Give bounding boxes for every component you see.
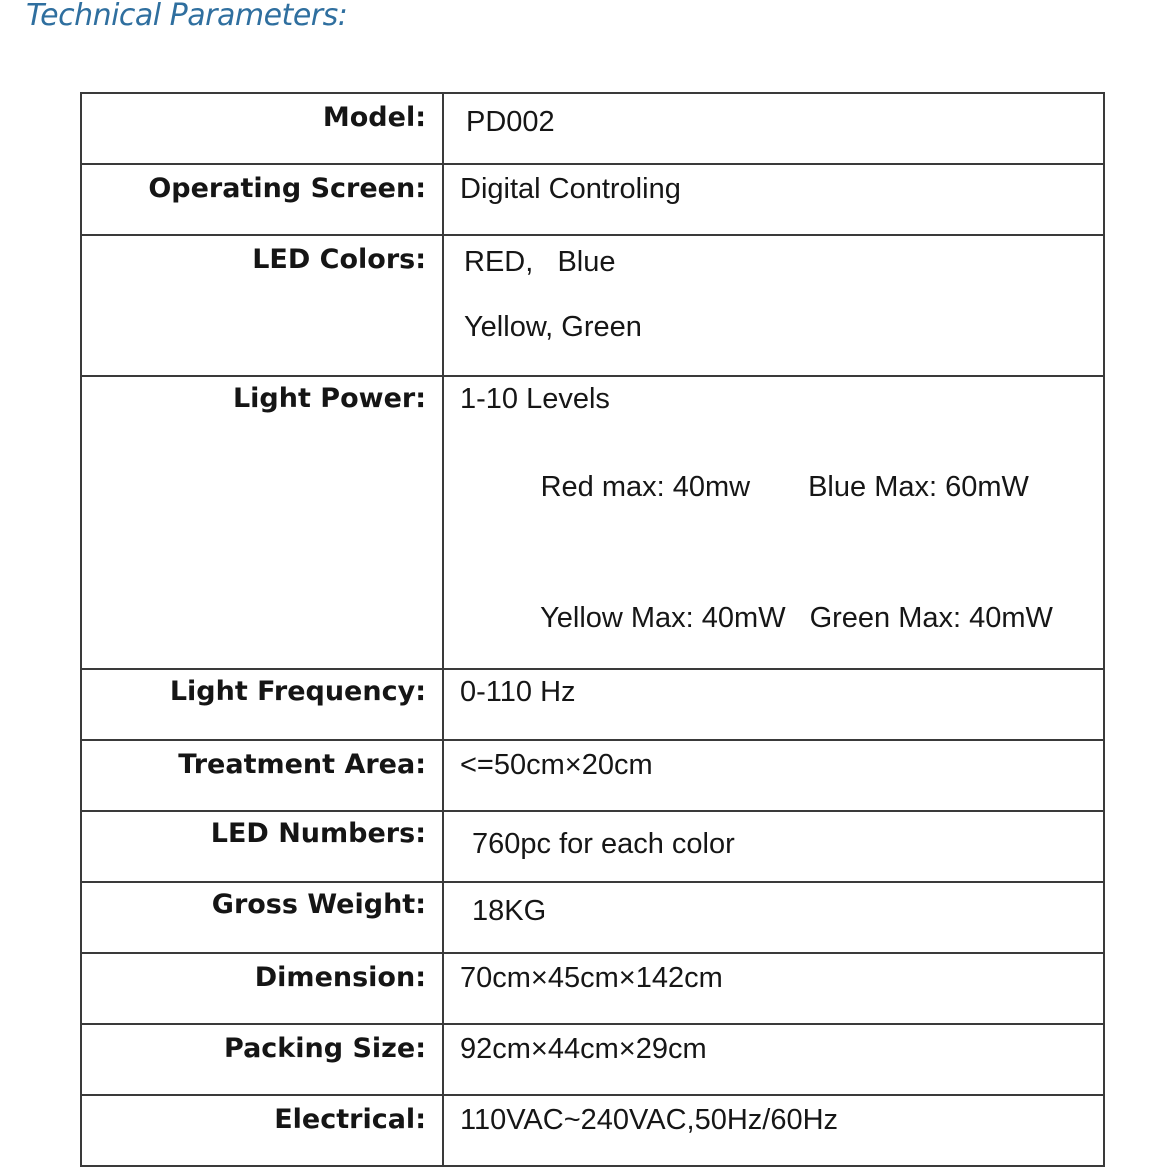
table-row [81,740,1104,811]
param-label: Operating Screen: [81,164,443,235]
param-value: PD002 [443,93,1104,164]
param-value: 70cm×45cm×142cm [443,953,1104,1024]
table-row [81,669,1104,740]
param-value: Digital Controling [443,164,1104,235]
param-label: Dimension: [81,953,443,1024]
table-row [81,953,1104,1024]
table-row [81,882,1104,953]
table-row [81,1024,1104,1095]
param-value: 1-10 Levels Red max: 40mw Blue Max: 60mW Yellow Max: 40mW Green Max: 40mW [443,376,1104,669]
parameters-table [80,92,1105,1167]
param-value: 110VAC~240VAC,50Hz/60Hz [443,1095,1104,1166]
param-value: <=50cm×20cm [443,740,1104,811]
table-row [81,235,1104,376]
param-label: Gross Weight: [81,882,443,953]
param-label: Light Frequency: [81,669,443,740]
table-row [81,164,1104,235]
param-value: RED, Blue Yellow, Green [443,235,1104,376]
param-label: Electrical: [81,1095,443,1166]
section-title: Technical Parameters: [26,0,348,33]
param-label: Treatment Area: [81,740,443,811]
table-row [81,93,1104,164]
table-row [81,811,1104,882]
param-label: LED Numbers: [81,811,443,882]
param-label: LED Colors: [81,235,443,376]
param-label: Model: [81,93,443,164]
param-label: Packing Size: [81,1024,443,1095]
param-value: 760pc for each color [443,811,1104,882]
param-value: 92cm×44cm×29cm [443,1024,1104,1095]
param-value: 18KG [443,882,1104,953]
param-value: 0-110 Hz [443,669,1104,740]
param-label: Light Power: [81,376,443,669]
table-row [81,376,1104,669]
